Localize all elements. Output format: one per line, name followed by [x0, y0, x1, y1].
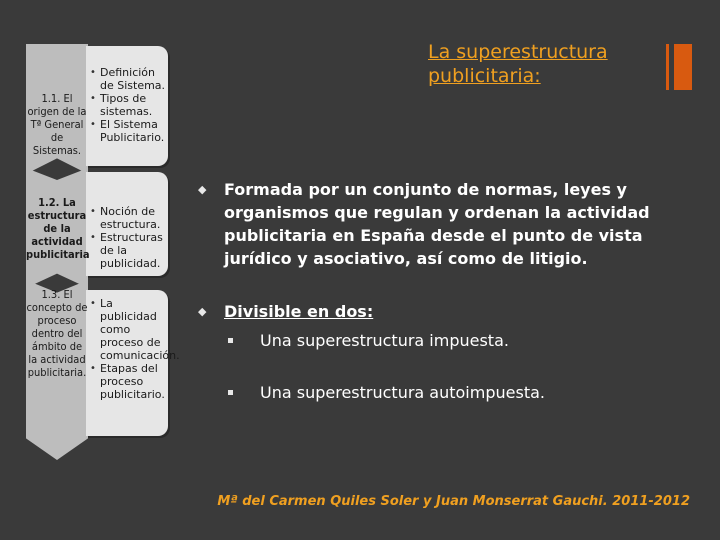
bullet-item: • Estructuras de la publicidad.: [90, 231, 170, 270]
section-label-2: 1.2. La estructura de la actividad publicitaria: [26, 196, 90, 261]
bullet-item: • Tipos de sistemas.: [90, 92, 170, 118]
footer-credits: Mª del Carmen Quiles Soler y Juan Monserrat Gauchi. 2011-2012: [217, 494, 690, 509]
square-bullet-icon: [228, 338, 233, 343]
section-1-bullets: [90, 66, 170, 144]
accent-bar: [666, 44, 669, 90]
section-label-3: 1.3. El concepto de proceso dentro del ámbito de la actividad publicitaria.: [26, 288, 88, 379]
diamond-bullet-icon: ◆: [198, 305, 207, 318]
bullet-item: • Definición de Sistema.: [90, 66, 170, 92]
bullet-item: • Etapas del proceso publicitario.: [90, 362, 170, 401]
bullet-item: • El Sistema Publicitario.: [90, 118, 170, 144]
sub-bullets: [224, 331, 684, 403]
section-label-1: 1.1. El origen de la Tª General de Sistemas.: [27, 92, 87, 157]
section-3-bullets: [90, 297, 180, 401]
bullet-item: • La publicidad como proceso de comunicación.: [90, 297, 170, 362]
sub-bullet-text: Una superestructura impuesta.: [260, 331, 509, 350]
main-bullet-text: Divisible en dos:: [224, 302, 374, 321]
accent-bar: [674, 44, 692, 90]
main-bullet: [194, 300, 684, 403]
slide-title: La superestructura publicitaria:: [428, 41, 608, 87]
main-content: [194, 178, 684, 435]
sub-bullet-text: Una superestructura autoimpuesta.: [260, 383, 545, 402]
section-2-bullets: [90, 205, 170, 270]
square-bullet-icon: [228, 390, 233, 395]
sub-bullet: [224, 383, 684, 403]
bullet-item: • Noción de estructura.: [90, 205, 170, 231]
sub-bullet: [224, 331, 684, 351]
main-bullet-text: Formada por un conjunto de normas, leyes y organismos que regulan y ordenan la actividad publicitaria en España desde el punto de vista jurídico y asociativo, así como de litigio.: [224, 180, 650, 268]
main-bullet: [194, 178, 684, 270]
diamond-bullet-icon: ◆: [198, 183, 207, 196]
